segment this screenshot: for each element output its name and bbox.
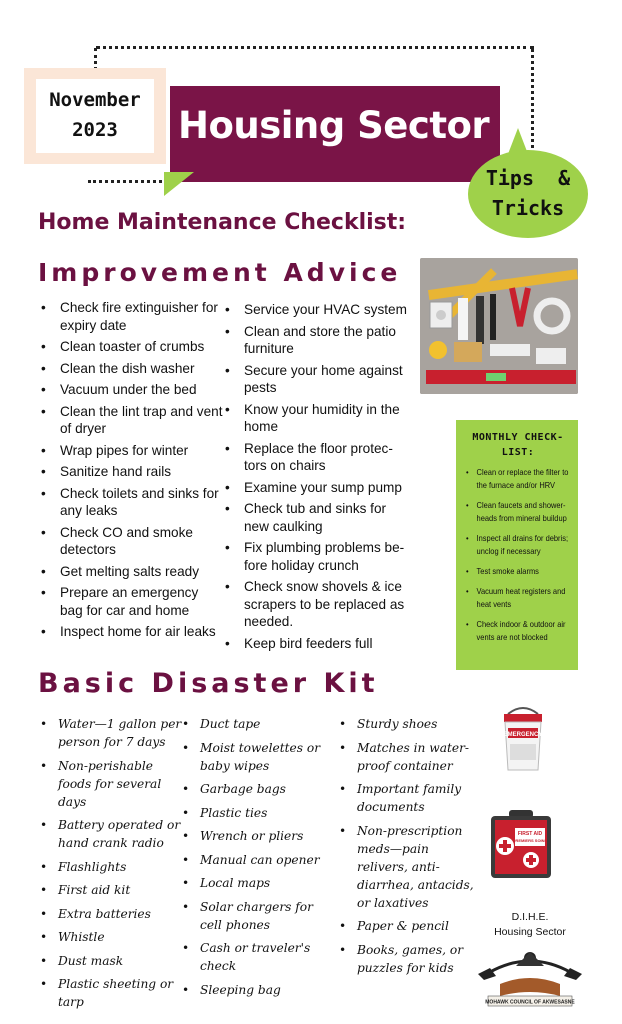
kit-item: • Extra batteries [38, 905, 186, 923]
kit-item: • Duct tape [180, 715, 332, 733]
kit-item: • Flashlights [38, 858, 186, 876]
tips-bubble [468, 150, 588, 238]
improvement-item: • Wrap pipes for winter [38, 442, 224, 460]
improvement-item: • Clean and store the patio furniture [222, 323, 410, 358]
tips-line-1: Tips & [485, 166, 571, 190]
dotted-border-top [96, 46, 534, 49]
tools-image [420, 258, 578, 394]
tips-line-2: Tricks [491, 196, 565, 220]
kit-item: • Plastic sheeting or tarp [38, 975, 186, 1011]
improvement-item: • Get melting salts ready [38, 563, 224, 581]
improvement-item: • Prepare an emergency bag for car and home [38, 584, 224, 619]
disaster-kit-title: Basic Disaster Kit [38, 668, 379, 699]
kit-item: • Moist towelettes or baby wipes [180, 739, 332, 775]
monthly-item: • Check indoor & outdoor air vents are not blocked [466, 618, 569, 644]
disaster-kit-col-2 [180, 715, 332, 1004]
monthly-item: • Clean faucets and shower-heads from mineral buildup [466, 499, 569, 525]
first-aid-label-2: PREMIERS SOINS [512, 838, 548, 843]
kit-item: • Plastic ties [180, 804, 332, 822]
kit-item: • Dust mask [38, 952, 186, 970]
kit-item: • Wrench or pliers [180, 827, 332, 845]
improvement-item: • Check fire extinguisher for expiry date [38, 299, 224, 334]
kit-item: • Paper & pencil [337, 917, 477, 935]
monthly-item: • Clean or replace the filter to the furnace and/or HRV [466, 466, 569, 492]
monthly-checklist-list [466, 466, 570, 644]
date-month: November [49, 89, 141, 111]
kit-item: • Water—1 gallon per person for 7 days [38, 715, 186, 751]
improvement-item: • Inspect home for air leaks [38, 623, 224, 641]
kit-item: • Solar chargers for cell phones [180, 898, 332, 934]
improvement-item: • Clean the lint trap and vent of dryer [38, 403, 224, 438]
improvement-list-left [38, 299, 224, 645]
kit-item: • Important family documents [337, 780, 477, 816]
kit-item: • Non-prescription meds—pain relivers, anti-diarrhea, antacids, or laxatives [337, 822, 477, 912]
improvement-item: • Fix plumbing problems be-fore holiday crunch [222, 539, 410, 574]
emergency-bucket-image [500, 706, 546, 772]
kit-item: • Sleeping bag [180, 981, 332, 999]
improvement-item: • Know your humidity in the home [222, 401, 410, 436]
kit-item: • Local maps [180, 874, 332, 892]
improvement-item: • Check toilets and sinks for any leaks [38, 485, 224, 520]
kit-item: • Sturdy shoes [337, 715, 477, 733]
date-box [24, 68, 166, 164]
kit-item: • Battery operated or hand crank radio [38, 816, 186, 852]
kit-item: • Garbage bags [180, 780, 332, 798]
monthly-checklist-title: MONTHLY CHECK-LIST: [472, 432, 564, 458]
disaster-kit-col-1 [38, 715, 186, 1017]
improvement-item: • Clean toaster of crumbs [38, 338, 224, 356]
kit-item: • Non-perishable foods for several days [38, 757, 186, 811]
organization-line-2: Housing Sector [494, 926, 566, 938]
banner-pointer [164, 172, 194, 196]
improvement-item: • Check CO and smoke detectors [38, 524, 224, 559]
kit-item: • First aid kit [38, 881, 186, 899]
organization-label [470, 910, 590, 940]
dotted-border-left [94, 48, 97, 70]
disaster-kit-col-3 [337, 715, 477, 982]
first-aid-kit-image [489, 808, 553, 880]
improvement-item: • Check tub and sinks for new caulking [222, 500, 410, 535]
monthly-item: • Test smoke alarms [466, 565, 569, 578]
improvement-list-right [222, 301, 410, 656]
improvement-item: • Replace the floor protec-tors on chairs [222, 440, 410, 475]
page-title: Housing Sector [178, 104, 490, 147]
kit-item: • Books, games, or puzzles for kids [337, 941, 477, 977]
monthly-checklist-box [456, 420, 578, 670]
improvement-item: • Vacuum under the bed [38, 381, 224, 399]
mca-logo [470, 942, 590, 1010]
organization-line-1: D.I.H.E. [511, 911, 549, 923]
improvement-item: • Check snow shovels & ice scrapers to be replaced as needed. [222, 578, 410, 631]
improvement-item: • Service your HVAC system [222, 301, 410, 319]
improvement-item: • Sanitize hand rails [38, 463, 224, 481]
checklist-subtitle: Home Maintenance Checklist: [38, 210, 407, 235]
logo-text: MOHAWK COUNCIL OF AKWESASNE [485, 999, 575, 1006]
kit-item: • Matches in water-proof container [337, 739, 477, 775]
date-inner [36, 79, 154, 153]
kit-item: • Cash or traveler's check [180, 939, 332, 975]
monthly-item: • Inspect all drains for debris; unclog if necessary [466, 532, 569, 558]
improvement-item: • Keep bird feeders full [222, 635, 410, 653]
improvement-item: • Examine your sump pump [222, 479, 410, 497]
improvement-item: • Clean the dish washer [38, 360, 224, 378]
dotted-border-bottom [88, 180, 168, 183]
date-year: 2023 [72, 119, 118, 141]
improvement-title: Improvement Advice [38, 258, 402, 287]
monthly-item: • Vacuum heat registers and heat vents [466, 585, 569, 611]
kit-item: • Manual can opener [180, 851, 332, 869]
bucket-label: EMERGENCY [503, 732, 543, 738]
kit-item: • Whistle [38, 928, 186, 946]
first-aid-label-1: FIRST AID [517, 831, 543, 837]
improvement-item: • Secure your home against pests [222, 362, 410, 397]
